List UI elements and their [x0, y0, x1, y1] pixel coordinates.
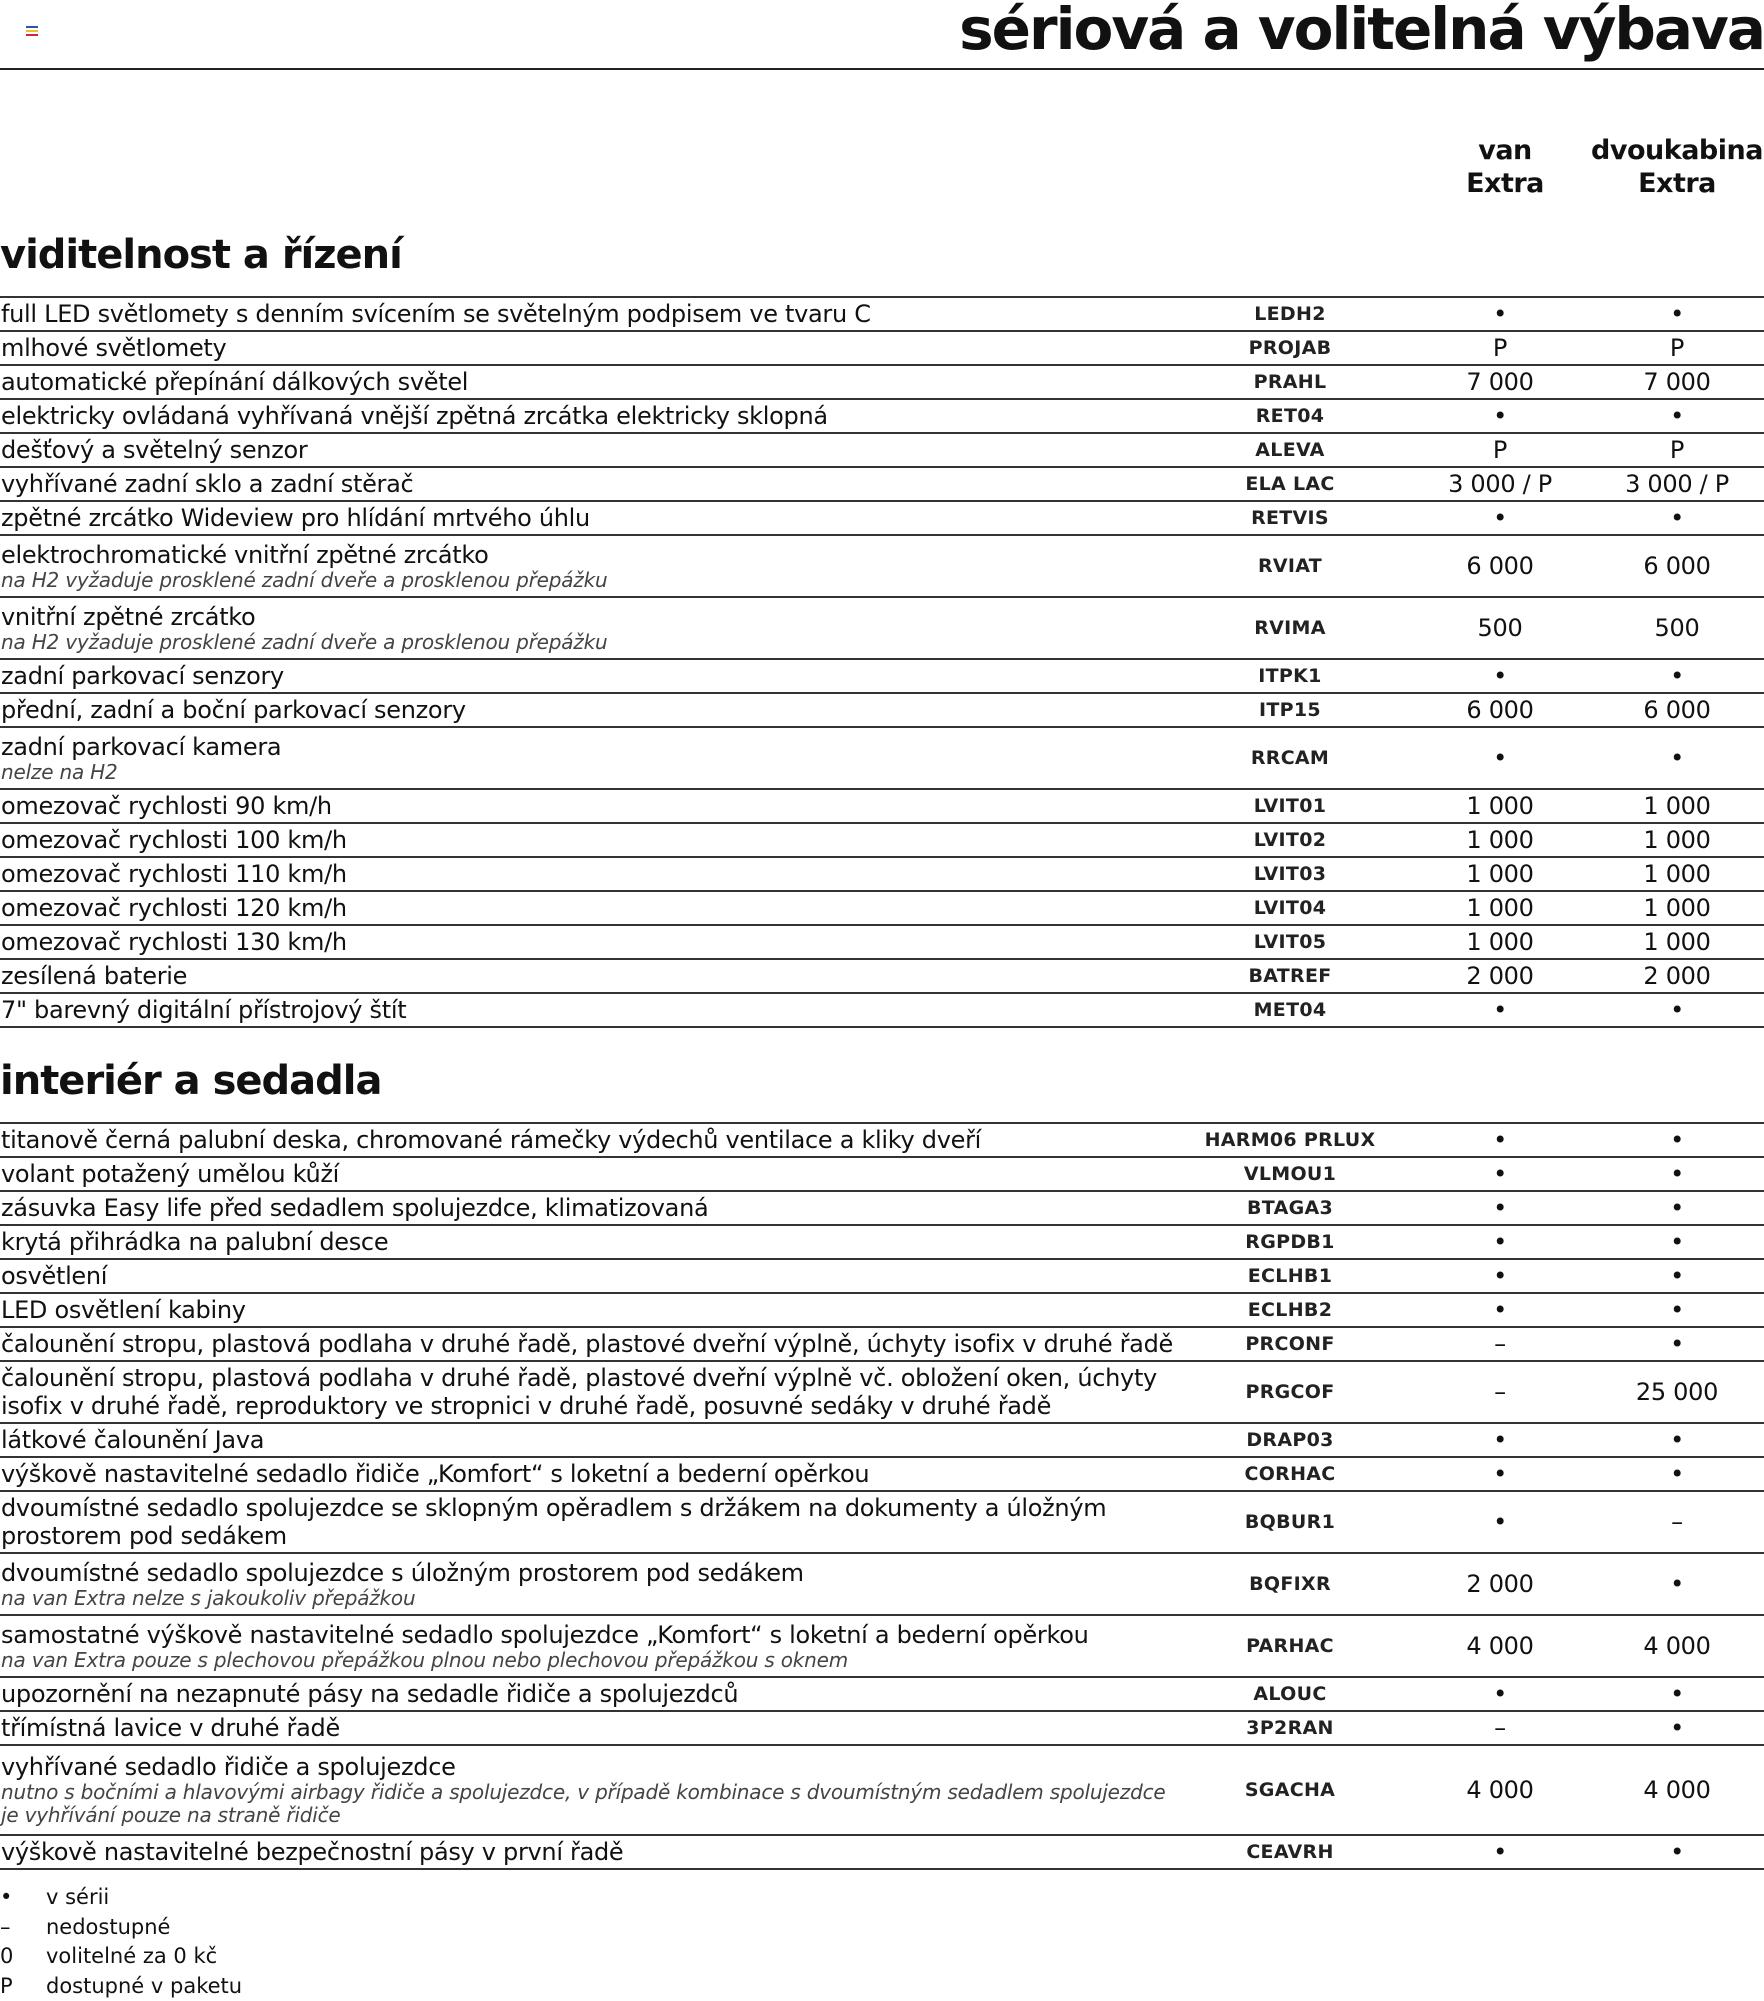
- value-dvoukabina: •: [1590, 1460, 1764, 1488]
- equipment-table-interior: [0, 1122, 1764, 1870]
- feature-name: omezovač rychlosti 130 km/h: [1, 928, 347, 956]
- value-dvoukabina: •: [1590, 662, 1764, 690]
- value-van: •: [1410, 504, 1590, 532]
- feature-name: přední, zadní a boční parkovací senzory: [1, 696, 466, 724]
- feature-name: elektrochromatické vnitřní zpětné zrcátko: [1, 541, 489, 569]
- feature-name: vyhřívané sedadlo řidiče a spolujezdce: [1, 1753, 456, 1781]
- feature-note: na van Extra nelze s jakoukoliv přepážkou: [1, 1587, 1180, 1610]
- legend: [0, 1883, 242, 2001]
- feature-cell: [0, 1296, 1180, 1324]
- feature-name: krytá přihrádka na palubní desce: [1, 1228, 388, 1256]
- feature-name: osvětlení: [1, 1262, 107, 1290]
- feature-name: elektricky ovládaná vyhřívaná vnější zpětná zrcátka elektricky sklopná: [1, 402, 828, 430]
- column-header-dvoukabina: [1590, 134, 1764, 200]
- legend-item: [0, 1913, 242, 1943]
- feature-name: vnitřní zpětné zrcátko: [1, 603, 255, 631]
- value-dvoukabina: 4 000: [1590, 1632, 1764, 1660]
- value-van: 500: [1410, 614, 1590, 642]
- column-header-line2: Extra: [1590, 167, 1764, 200]
- option-code: ELA LAC: [1180, 473, 1400, 495]
- value-van: P: [1410, 436, 1590, 464]
- table-row: [0, 366, 1764, 400]
- table-row: [0, 1746, 1764, 1836]
- table-row: [0, 1554, 1764, 1616]
- legend-text: nedostupné: [46, 1913, 170, 1943]
- value-dvoukabina: •: [1590, 1194, 1764, 1222]
- value-dvoukabina: 1 000: [1590, 928, 1764, 956]
- legend-text: volitelné za 0 kč: [46, 1942, 217, 1972]
- value-van: 2 000: [1410, 962, 1590, 990]
- option-code: SGACHA: [1180, 1779, 1400, 1801]
- option-code: ECLHB2: [1180, 1299, 1400, 1321]
- feature-name: látkové čalounění Java: [1, 1426, 264, 1454]
- value-dvoukabina: –: [1590, 1508, 1764, 1536]
- value-dvoukabina: •: [1590, 1126, 1764, 1154]
- feature-name: zesílená baterie: [1, 962, 187, 990]
- option-code: ECLHB1: [1180, 1265, 1400, 1287]
- value-van: •: [1410, 1262, 1590, 1290]
- option-code: LVIT01: [1180, 795, 1400, 817]
- feature-name: výškově nastavitelné bezpečnostní pásy v první řadě: [1, 1838, 623, 1866]
- logo-stripe-3: [26, 34, 38, 36]
- feature-note: na van Extra pouze s plechovou přepážkou plnou nebo plechovou přepážkou s oknem: [1, 1649, 1180, 1672]
- value-van: •: [1410, 1460, 1590, 1488]
- value-dvoukabina: •: [1590, 1296, 1764, 1324]
- option-code: LVIT04: [1180, 897, 1400, 919]
- feature-cell: [0, 436, 1180, 464]
- feature-note: nutno s bočními a hlavovými airbagy řidiče a spolujezdce, v případě kombinace s dvoumístným sedadlem spolujezdce je vyhřívání pouze na straně řidiče: [1, 1781, 1180, 1827]
- feature-name: omezovač rychlosti 100 km/h: [1, 826, 347, 854]
- value-van: •: [1410, 1228, 1590, 1256]
- option-code: BQBUR1: [1180, 1511, 1400, 1533]
- value-dvoukabina: •: [1590, 1262, 1764, 1290]
- value-dvoukabina: 7 000: [1590, 368, 1764, 396]
- feature-cell: [0, 733, 1180, 784]
- feature-name: titanově černá palubní deska, chromované rámečky výdechů ventilace a kliky dveří: [1, 1126, 981, 1154]
- column-header-line2: Extra: [1420, 167, 1590, 200]
- feature-name: volant potažený umělou kůží: [1, 1160, 339, 1188]
- value-dvoukabina: 6 000: [1590, 552, 1764, 580]
- table-row: [0, 1616, 1764, 1678]
- feature-cell: [0, 860, 1180, 888]
- table-row: [0, 1192, 1764, 1226]
- legend-symbol: –: [0, 1913, 46, 1943]
- feature-cell: [0, 1714, 1180, 1742]
- legend-symbol: •: [0, 1883, 46, 1913]
- value-dvoukabina: •: [1590, 1838, 1764, 1866]
- value-van: •: [1410, 1296, 1590, 1324]
- equipment-table-visibility: [0, 296, 1764, 1028]
- value-van: •: [1410, 1126, 1590, 1154]
- option-code: RRCAM: [1180, 747, 1400, 769]
- table-row: [0, 536, 1764, 598]
- feature-cell: [0, 1621, 1180, 1672]
- feature-name: čalounění stropu, plastová podlaha v druhé řadě, plastové dveřní výplně, úchyty isofix v druhé řadě: [1, 1330, 1173, 1358]
- section-title-visibility: viditelnost a řízení: [0, 230, 402, 280]
- value-van: •: [1410, 1160, 1590, 1188]
- value-van: –: [1410, 1330, 1590, 1358]
- value-van: 1 000: [1410, 894, 1590, 922]
- feature-cell: [0, 826, 1180, 854]
- legend-item: [0, 1972, 242, 2001]
- value-dvoukabina: •: [1590, 996, 1764, 1024]
- feature-note: na H2 vyžaduje prosklené zadní dveře a prosklenou přepážku: [1, 631, 1180, 654]
- value-van: 7 000: [1410, 368, 1590, 396]
- feature-cell: [0, 696, 1180, 724]
- table-row: [0, 660, 1764, 694]
- feature-note: nelze na H2: [1, 761, 1180, 784]
- feature-name: zadní parkovací kamera: [1, 733, 281, 761]
- option-code: RETVIS: [1180, 507, 1400, 529]
- feature-cell: [0, 402, 1180, 430]
- option-code: PROJAB: [1180, 337, 1400, 359]
- feature-name: samostatné výškově nastavitelné sedadlo spolujezdce „Komfort“ s loketní a bederní opěrkou: [1, 1621, 1089, 1649]
- table-row: [0, 858, 1764, 892]
- value-van: •: [1410, 1194, 1590, 1222]
- value-van: •: [1410, 662, 1590, 690]
- option-code: BATREF: [1180, 965, 1400, 987]
- feature-cell: [0, 368, 1180, 396]
- feature-name: 7" barevný digitální přístrojový štít: [1, 996, 406, 1024]
- legend-symbol: 0: [0, 1942, 46, 1972]
- feature-cell: [0, 504, 1180, 532]
- table-row: [0, 1294, 1764, 1328]
- value-van: 1 000: [1410, 928, 1590, 956]
- option-code: PRAHL: [1180, 371, 1400, 393]
- table-row: [0, 1158, 1764, 1192]
- value-dvoukabina: P: [1590, 436, 1764, 464]
- table-row: [0, 434, 1764, 468]
- legend-text: dostupné v paketu: [46, 1972, 242, 2001]
- logo-stripe-1: [26, 26, 38, 28]
- table-row: [0, 1836, 1764, 1870]
- feature-cell: [0, 1262, 1180, 1290]
- feature-cell: [0, 1838, 1180, 1866]
- value-van: –: [1410, 1714, 1590, 1742]
- logo-stripe-2: [26, 30, 38, 32]
- option-code: LEDH2: [1180, 303, 1400, 325]
- option-code: CEAVRH: [1180, 1841, 1400, 1863]
- page-title: sériová a volitelná výbava: [959, 0, 1764, 64]
- value-van: •: [1410, 744, 1590, 772]
- feature-name: zadní parkovací senzory: [1, 662, 284, 690]
- feature-name: mlhové světlomety: [1, 334, 226, 362]
- value-van: P: [1410, 334, 1590, 362]
- value-van: •: [1410, 402, 1590, 430]
- value-van: 3 000 / P: [1410, 470, 1590, 498]
- feature-cell: [0, 928, 1180, 956]
- table-row: [0, 400, 1764, 434]
- table-row: [0, 892, 1764, 926]
- feature-cell: [0, 541, 1180, 592]
- table-row: [0, 1458, 1764, 1492]
- option-code: DRAP03: [1180, 1429, 1400, 1451]
- feature-name: upozornění na nezapnuté pásy na sedadle řidiče a spolujezdců: [1, 1680, 738, 1708]
- option-code: ALOUC: [1180, 1683, 1400, 1705]
- value-van: 6 000: [1410, 696, 1590, 724]
- feature-cell: [0, 894, 1180, 922]
- feature-cell: [0, 1160, 1180, 1188]
- table-row: [0, 598, 1764, 660]
- feature-name: čalounění stropu, plastová podlaha v druhé řadě, plastové dveřní výplně vč. obložení oken, úchyty isofix v druhé řadě, reproduktory ve stropnici v druhé řadě, posuvné sedáky v druhé řadě: [1, 1364, 1157, 1420]
- option-code: PRCONF: [1180, 1333, 1400, 1355]
- feature-name: výškově nastavitelné sedadlo řidiče „Komfort“ s loketní a bederní opěrkou: [1, 1460, 869, 1488]
- feature-cell: [0, 662, 1180, 690]
- column-header-line1: van: [1420, 134, 1590, 167]
- feature-name: LED osvětlení kabiny: [1, 1296, 246, 1324]
- option-code: BQFIXR: [1180, 1573, 1400, 1595]
- feature-name: zásuvka Easy life před sedadlem spolujezdce, klimatizovaná: [1, 1194, 708, 1222]
- value-dvoukabina: •: [1590, 402, 1764, 430]
- value-dvoukabina: •: [1590, 1228, 1764, 1256]
- table-row: [0, 502, 1764, 536]
- value-dvoukabina: •: [1590, 744, 1764, 772]
- feature-cell: [0, 470, 1180, 498]
- table-row: [0, 1362, 1764, 1424]
- table-row: [0, 1226, 1764, 1260]
- legend-item: [0, 1883, 242, 1913]
- feature-cell: [0, 1494, 1180, 1550]
- value-dvoukabina: 1 000: [1590, 792, 1764, 820]
- table-row: [0, 1260, 1764, 1294]
- table-row: [0, 960, 1764, 994]
- table-row: [0, 694, 1764, 728]
- legend-text: v sérii: [46, 1883, 109, 1913]
- column-header-line1: dvoukabina: [1590, 134, 1764, 167]
- value-dvoukabina: 1 000: [1590, 894, 1764, 922]
- table-row: [0, 1678, 1764, 1712]
- value-dvoukabina: •: [1590, 504, 1764, 532]
- option-code: ITPK1: [1180, 665, 1400, 687]
- table-row: [0, 926, 1764, 960]
- feature-cell: [0, 1460, 1180, 1488]
- feature-cell: [0, 603, 1180, 654]
- feature-name: dešťový a světelný senzor: [1, 436, 307, 464]
- feature-cell: [0, 1559, 1180, 1610]
- option-code: RET04: [1180, 405, 1400, 427]
- value-van: •: [1410, 1680, 1590, 1708]
- table-row: [0, 468, 1764, 502]
- legend-item: [0, 1942, 242, 1972]
- brand-logo-icon: [26, 26, 38, 38]
- table-row: [0, 1712, 1764, 1746]
- value-van: •: [1410, 1426, 1590, 1454]
- value-dvoukabina: P: [1590, 334, 1764, 362]
- value-van: •: [1410, 1508, 1590, 1536]
- value-dvoukabina: •: [1590, 1330, 1764, 1358]
- value-van: 4 000: [1410, 1632, 1590, 1660]
- option-code: RGPDB1: [1180, 1231, 1400, 1253]
- table-row: [0, 1424, 1764, 1458]
- feature-name: dvoumístné sedadlo spolujezdce s úložným prostorem pod sedákem: [1, 1559, 804, 1587]
- value-dvoukabina: •: [1590, 1570, 1764, 1598]
- feature-cell: [0, 334, 1180, 362]
- option-code: CORHAC: [1180, 1463, 1400, 1485]
- option-code: RVIAT: [1180, 555, 1400, 577]
- value-van: •: [1410, 300, 1590, 328]
- value-van: •: [1410, 1838, 1590, 1866]
- feature-name: vyhřívané zadní sklo a zadní stěrač: [1, 470, 413, 498]
- value-van: 6 000: [1410, 552, 1590, 580]
- feature-cell: [0, 1426, 1180, 1454]
- value-van: –: [1410, 1378, 1590, 1406]
- table-row: [0, 824, 1764, 858]
- value-dvoukabina: •: [1590, 1426, 1764, 1454]
- section-title-interior: interiér a sedadla: [0, 1056, 381, 1106]
- option-code: LVIT03: [1180, 863, 1400, 885]
- option-code: RVIMA: [1180, 617, 1400, 639]
- feature-cell: [0, 1753, 1180, 1827]
- table-row: [0, 790, 1764, 824]
- table-row: [0, 994, 1764, 1028]
- feature-cell: [0, 792, 1180, 820]
- table-row: [0, 1124, 1764, 1158]
- value-van: 4 000: [1410, 1776, 1590, 1804]
- value-dvoukabina: 3 000 / P: [1590, 470, 1764, 498]
- table-row: [0, 1328, 1764, 1362]
- column-header-van: [1420, 134, 1590, 200]
- feature-note: na H2 vyžaduje prosklené zadní dveře a prosklenou přepážku: [1, 569, 1180, 592]
- feature-cell: [0, 1364, 1180, 1420]
- table-row: [0, 1492, 1764, 1554]
- feature-name: automatické přepínání dálkových světel: [1, 368, 468, 396]
- feature-name: omezovač rychlosti 110 km/h: [1, 860, 347, 888]
- value-dvoukabina: •: [1590, 1680, 1764, 1708]
- option-code: HARM06 PRLUX: [1180, 1129, 1400, 1151]
- option-code: VLMOU1: [1180, 1163, 1400, 1185]
- feature-cell: [0, 1680, 1180, 1708]
- option-code: 3P2RAN: [1180, 1717, 1400, 1739]
- value-van: •: [1410, 996, 1590, 1024]
- option-code: LVIT02: [1180, 829, 1400, 851]
- feature-cell: [0, 962, 1180, 990]
- value-dvoukabina: 6 000: [1590, 696, 1764, 724]
- table-row: [0, 728, 1764, 790]
- value-van: 1 000: [1410, 792, 1590, 820]
- option-code: BTAGA3: [1180, 1197, 1400, 1219]
- feature-cell: [0, 1194, 1180, 1222]
- feature-cell: [0, 1228, 1180, 1256]
- value-van: 1 000: [1410, 826, 1590, 854]
- value-dvoukabina: 2 000: [1590, 962, 1764, 990]
- feature-name: třímístná lavice v druhé řadě: [1, 1714, 340, 1742]
- table-row: [0, 298, 1764, 332]
- value-dvoukabina: 1 000: [1590, 826, 1764, 854]
- value-dvoukabina: 25 000: [1590, 1378, 1764, 1406]
- feature-name: omezovač rychlosti 90 km/h: [1, 792, 332, 820]
- feature-cell: [0, 300, 1180, 328]
- feature-cell: [0, 1126, 1180, 1154]
- option-code: PARHAC: [1180, 1635, 1400, 1657]
- value-dvoukabina: •: [1590, 1714, 1764, 1742]
- value-van: 1 000: [1410, 860, 1590, 888]
- value-dvoukabina: 500: [1590, 614, 1764, 642]
- feature-name: full LED světlomety s denním svícením se světelným podpisem ve tvaru C: [1, 300, 871, 328]
- value-van: 2 000: [1410, 1570, 1590, 1598]
- table-row: [0, 332, 1764, 366]
- value-dvoukabina: 4 000: [1590, 1776, 1764, 1804]
- feature-cell: [0, 996, 1180, 1024]
- option-code: PRGCOF: [1180, 1381, 1400, 1403]
- option-code: MET04: [1180, 999, 1400, 1021]
- header: [0, 0, 1764, 70]
- option-code: LVIT05: [1180, 931, 1400, 953]
- feature-name: zpětné zrcátko Wideview pro hlídání mrtvého úhlu: [1, 504, 590, 532]
- feature-name: omezovač rychlosti 120 km/h: [1, 894, 347, 922]
- value-dvoukabina: 1 000: [1590, 860, 1764, 888]
- option-code: ALEVA: [1180, 439, 1400, 461]
- legend-symbol: P: [0, 1972, 46, 2001]
- value-dvoukabina: •: [1590, 1160, 1764, 1188]
- option-code: ITP15: [1180, 699, 1400, 721]
- value-dvoukabina: •: [1590, 300, 1764, 328]
- feature-cell: [0, 1330, 1180, 1358]
- feature-name: dvoumístné sedadlo spolujezdce se sklopným opěradlem s držákem na dokumenty a úložným prostorem pod sedákem: [1, 1494, 1106, 1550]
